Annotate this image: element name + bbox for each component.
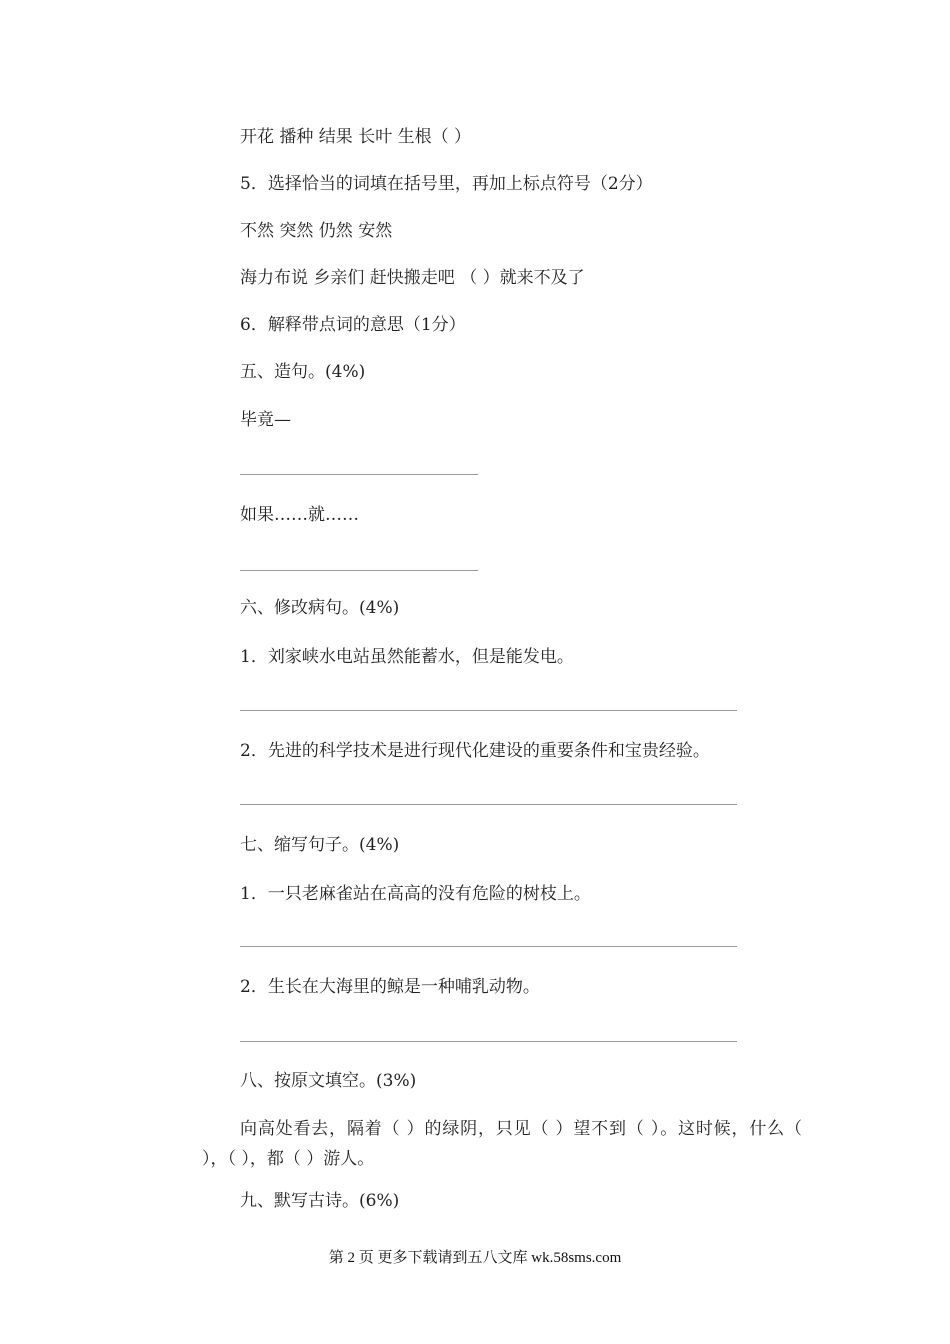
question-5: 5．选择恰当的词填在括号里，再加上标点符号（2分） <box>240 174 653 194</box>
text-line-1: 开花 播种 结果 长叶 生根（ ） <box>240 127 472 147</box>
punctuation-sentence: 海力布说 乡亲们 赶快搬走吧 （ ）就来不及了 <box>240 268 585 288</box>
question-6: 6．解释带点词的意思（1分） <box>240 315 466 335</box>
sentence-prompt-1: 毕竟— <box>240 410 291 430</box>
section-5-heading: 五、造句。(4%) <box>240 362 366 382</box>
answer-line[interactable] <box>240 474 478 475</box>
section-8-heading: 八、按原文填空。(3%) <box>240 1071 417 1091</box>
word-choices: 不然 突然 仍然 安然 <box>240 221 393 241</box>
section-9-heading: 九、默写古诗。(6%) <box>240 1191 400 1211</box>
section-6-heading: 六、修改病句。(4%) <box>240 598 400 618</box>
faulty-sentence-2: 2．先进的科学技术是进行现代化建设的重要条件和宝贵经验。 <box>240 741 710 761</box>
section-7-heading: 七、缩写句子。(4%) <box>240 835 400 855</box>
answer-line[interactable] <box>240 1041 737 1042</box>
answer-line[interactable] <box>240 804 737 805</box>
sentence-prompt-2: 如果……就…… <box>240 505 359 525</box>
condense-sentence-1: 1．一只老麻雀站在高高的没有危险的树枝上。 <box>240 884 591 904</box>
faulty-sentence-1: 1．刘家峡水电站虽然能蓄水，但是能发电。 <box>240 647 574 667</box>
fill-in-paragraph: 向高处看去，隔着（ ）的绿阴，只见（ ）望不到（ ）。这时候，什么（ ），（ ），都（ ）游人。 <box>202 1119 802 1169</box>
answer-line[interactable] <box>240 570 478 571</box>
page-footer: 第 2 页 更多下载请到五八文库 wk.58sms.com <box>328 1250 622 1266</box>
answer-line[interactable] <box>240 710 737 711</box>
answer-line[interactable] <box>240 946 737 947</box>
condense-sentence-2: 2．生长在大海里的鲸是一种哺乳动物。 <box>240 977 540 997</box>
